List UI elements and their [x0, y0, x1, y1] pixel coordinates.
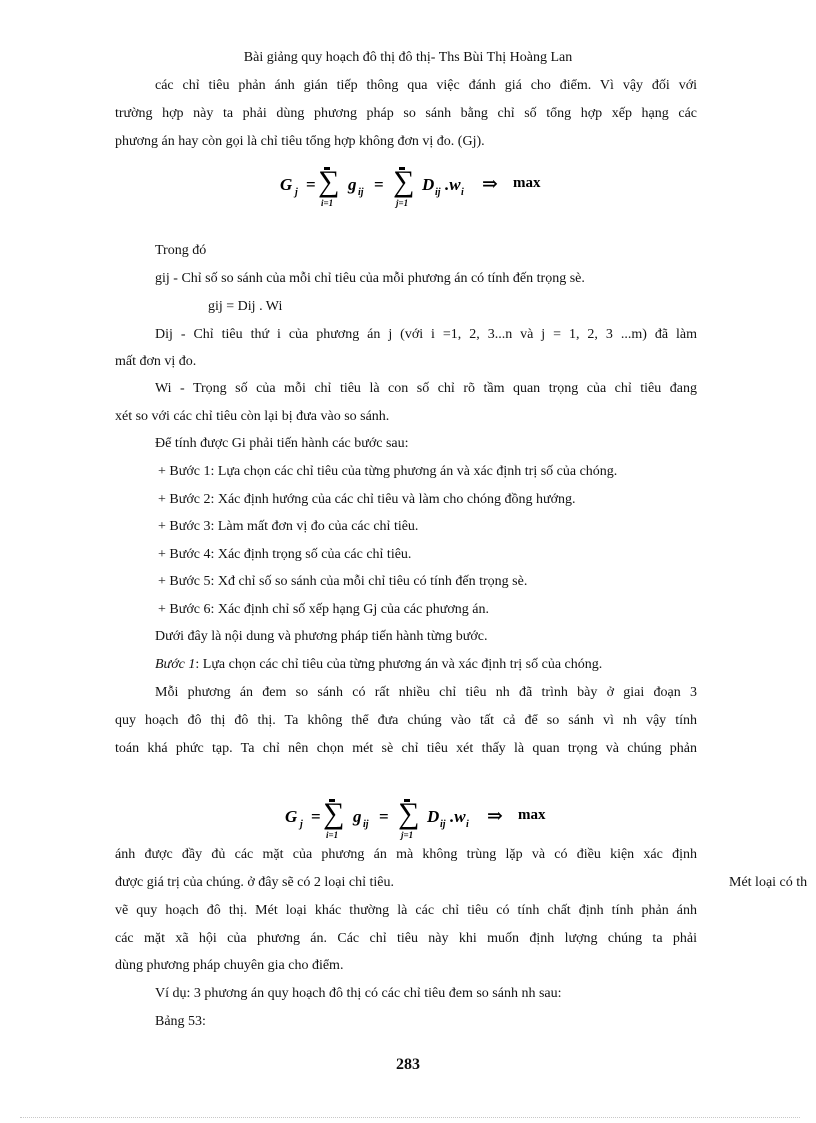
formula-w: .w [450, 807, 466, 826]
formula-eq: = [374, 175, 384, 194]
running-header: Bài giảng quy hoạch đô thị đô thị- Ths Bùi Thị Hoàng Lan [243, 50, 573, 65]
paragraph-line: phương án hay còn gọi là chỉ tiêu tổng hợp không đơn vị đo. (Gj). [115, 134, 485, 149]
definition-line: gij - Chỉ số so sánh của mỗi chỉ tiêu của mỗi phương án có tính đến trọng sè. [155, 271, 585, 286]
formula-sub: ij [358, 187, 364, 198]
formula-eq: = [306, 175, 316, 194]
formula-sub: ij [363, 819, 369, 830]
formula-gj-repeat [285, 797, 565, 842]
step-heading [155, 656, 602, 674]
step-item: + Bước 2: Xác định hướng của các chỉ tiêu và làm cho chóng đồng hướng. [158, 492, 576, 507]
sigma-symbol: ∑ [398, 797, 420, 830]
paragraph-line: toán khá phức tạp. Ta chỉ nên chọn mét sè chỉ tiêu xét thấy là quan trọng và chúng phản [115, 741, 697, 756]
step-item: + Bước 4: Xác định trọng số của các chỉ tiêu. [158, 547, 412, 562]
clipped-text: Mét loại có th [729, 875, 808, 890]
step-item: + Bước 1: Lựa chọn các chỉ tiêu của từng phương án và xác định trị số của chóng. [158, 464, 618, 479]
formula-G: G [280, 175, 293, 194]
definition-line: mất đơn vị đo. [115, 354, 197, 369]
paragraph-line: Trong đó [155, 243, 207, 258]
definition-line: xét so với các chỉ tiêu còn lại bị đưa vào so sánh. [115, 409, 390, 424]
page-number: 283 [396, 1056, 420, 1073]
definition-line: Wi - Trọng số của mỗi chỉ tiêu là con số chỉ rõ tầm quan trọng của chỉ tiêu đang [155, 381, 697, 396]
formula-sub: i [466, 819, 469, 830]
formula-sub: j [295, 187, 298, 198]
sigma-symbol: ∑ [393, 165, 415, 198]
implies-icon: ⇒ [482, 174, 498, 195]
formula-g: g [348, 175, 357, 194]
paragraph-line: dùng phương pháp chuyên gia cho điểm. [115, 958, 344, 973]
step-item: + Bước 3: Làm mất đơn vị đo của các chỉ tiêu. [158, 519, 419, 534]
formula-max: max [513, 175, 541, 191]
step-item: + Bước 6: Xác định chỉ số xếp hạng Gj của các phương án. [158, 602, 490, 617]
formula-gj [280, 165, 560, 210]
formula-sub: ij [435, 187, 441, 198]
formula-D: D [422, 175, 435, 194]
equation-line: gij = Dij . Wi [208, 299, 283, 314]
step-text: : Lựa chọn các chỉ tiêu của từng phương án và xác định trị số của chóng. [195, 657, 603, 672]
formula-lower-limit: j=1 [401, 830, 414, 840]
implies-icon: ⇒ [487, 806, 503, 827]
formula-D: D [427, 807, 440, 826]
paragraph-line: được giá trị của chúng. ở đây sẽ có 2 loại chỉ tiêu. [115, 875, 394, 890]
page-divider [20, 1117, 800, 1118]
paragraph-line: Mỗi phương án đem so sánh có rất nhiều chỉ tiêu nh đã trình bày ở giai đoạn 3 [155, 685, 697, 700]
paragraph-line: quy hoạch đô thị đô thị. Ta không thể đưa chúng vào tất cả để so sánh vì nh vậy tính [115, 713, 697, 728]
formula-lower-limit: j=1 [396, 198, 409, 208]
table-caption: Bảng 53: [155, 1014, 206, 1029]
formula-w: .w [445, 175, 461, 194]
formula-sub: ij [440, 819, 446, 830]
sigma-symbol: ∑ [323, 797, 345, 830]
formula-G: G [285, 807, 298, 826]
paragraph-line: vẽ quy hoạch đô thị. Mét loại khác thường là các chỉ tiêu có tính chất định tính phản ánh [115, 903, 697, 918]
paragraph-line: ánh được đầy đủ các mặt của phương án mà không trùng lặp và có điều kiện xác định [115, 847, 697, 862]
step-item: + Bước 5: Xđ chỉ số so sánh của mỗi chỉ tiêu có tính đến trọng sè. [158, 574, 528, 589]
definition-line: Dij - Chỉ tiêu thứ i của phương án j (với i =1, 2, 3...n và j = 1, 2, 3 ...m) đã làm [155, 327, 697, 342]
formula-eq: = [311, 807, 321, 826]
paragraph-line: các chỉ tiêu phản ánh gián tiếp thông qua việc đánh giá cho điểm. Vì vậy đối với [155, 78, 697, 93]
formula-g: g [353, 807, 362, 826]
step-label: Bước 1 [155, 657, 196, 672]
formula-lower-limit: i=1 [326, 830, 339, 840]
formula-sub: j [300, 819, 303, 830]
paragraph-line: các mặt xã hội của phương án. Các chỉ tiêu này khi muốn định lượng chúng ta phải [115, 931, 697, 946]
paragraph-line: Ví dụ: 3 phương án quy hoạch đô thị có các chỉ tiêu đem so sánh nh sau: [155, 986, 562, 1001]
sigma-symbol: ∑ [318, 165, 340, 198]
formula-max: max [518, 807, 546, 823]
paragraph-line: trường hợp này ta phải dùng phương pháp so sánh bằng chỉ số tổng hợp xếp hạng các [115, 106, 697, 121]
paragraph-line: Để tính được Gi phải tiến hành các bước sau: [155, 436, 409, 451]
formula-sub: i [461, 187, 464, 198]
formula-eq: = [379, 807, 389, 826]
formula-lower-limit: i=1 [321, 198, 334, 208]
paragraph-line: Dưới đây là nội dung và phương pháp tiến hành từng bước. [155, 629, 488, 644]
